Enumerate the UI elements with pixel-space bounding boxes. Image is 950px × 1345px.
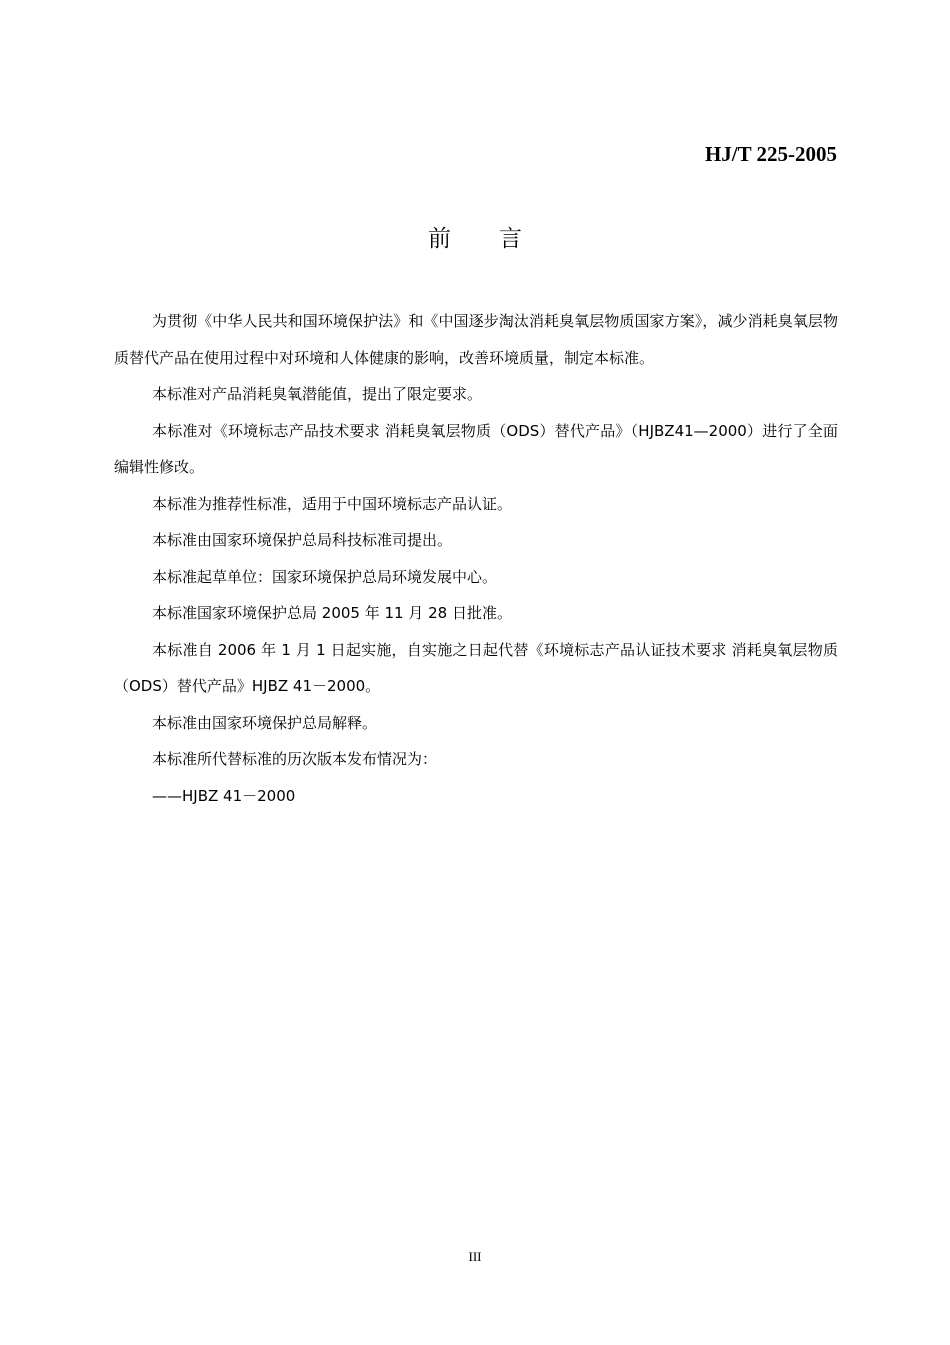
standard-number: HJ/T 225-2005 xyxy=(704,142,837,166)
document-body xyxy=(114,303,838,814)
paragraph: 本标准所代替标准的历次版本发布情况为： xyxy=(152,750,438,768)
page-number: III xyxy=(468,1249,482,1264)
paragraph: ——HJBZ 41－2000 xyxy=(152,786,296,805)
paragraph: 本标准对产品消耗臭氧潜能值，提出了限定要求。 xyxy=(152,385,483,403)
paragraph: 为贯彻《中华人民共和国环境保护法》和《中国逐步淘汰消耗臭氧层物质国家方案》，减少消耗臭氧层物质替代产品在使用过程中对环境和人体健康的影响，改善环境质量，制定本标准。 xyxy=(114,312,838,367)
paragraph: 本标准对《环境标志产品技术要求 消耗臭氧层物质（ODS）替代产品》（HJBZ41—2000）进行了全面编辑性修改。 xyxy=(114,421,838,476)
paragraph: 本标准由国家环境保护总局解释。 xyxy=(152,713,378,732)
paragraph: 本标准由国家环境保护总局科技标准司提出。 xyxy=(152,531,453,549)
paragraph: 本标准起草单位：国家环境保护总局环境发展中心。 xyxy=(152,567,498,586)
paragraph: 本标准自 2006 年 1 月 1 日起实施，自实施之日起代替《环境标志产品认证技术要求 消耗臭氧层物质（ODS）替代产品》HJBZ 41－2000。 xyxy=(114,640,838,695)
paragraph: 本标准国家环境保护总局 2005 年 11 月 28 日批准。 xyxy=(152,604,512,622)
paragraph: 本标准为推荐性标准，适用于中国环境标志产品认证。 xyxy=(152,494,513,513)
page-title: 前言 xyxy=(428,226,570,252)
